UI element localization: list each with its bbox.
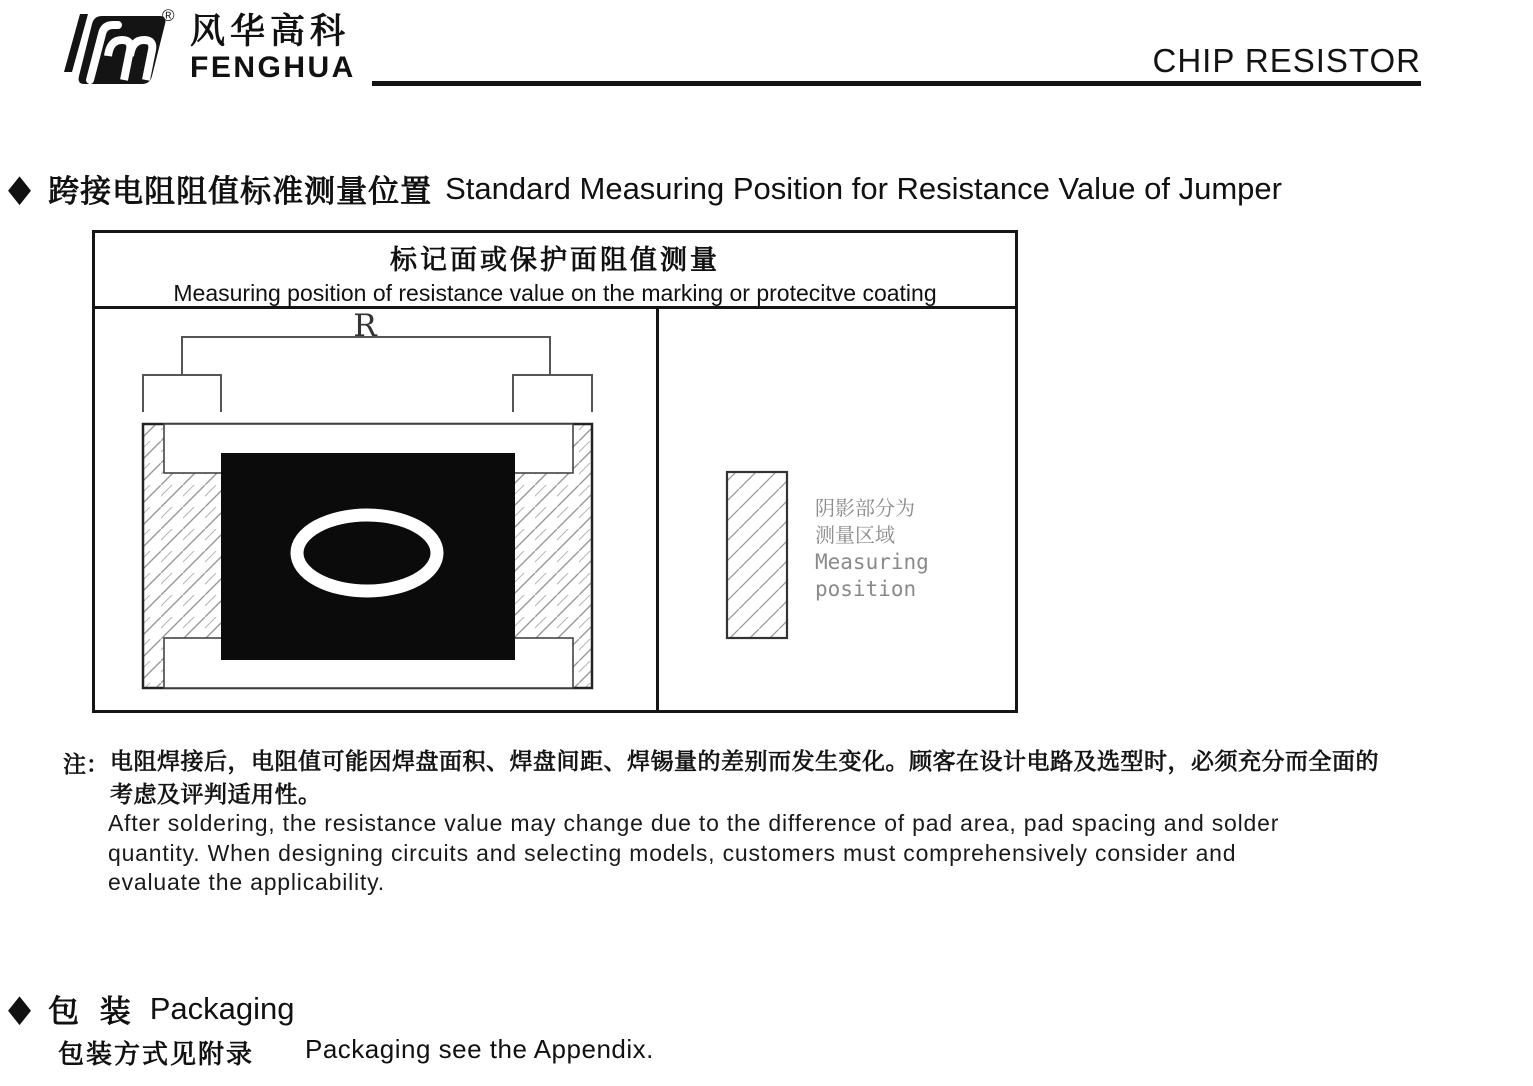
section-title-en: Standard Measuring Position for Resistance Value of Jumper — [445, 170, 1282, 206]
dimension-label-r: R — [353, 309, 377, 344]
packaging-title-cn: 包 装 — [48, 994, 137, 1029]
section-title-cn: 跨接电阻阻值标准测量位置 — [48, 174, 433, 209]
packaging-body-en: Packaging see the Appendix. — [305, 1034, 654, 1064]
section-heading-packaging — [8, 986, 294, 1031]
legend-line-4: position — [815, 577, 917, 601]
note-label: 注： — [63, 751, 109, 777]
figure-title-cn: 标记面或保护面阻值测量 — [390, 245, 720, 275]
note-cn-line-2: 考虑及评判适用性。 — [110, 781, 322, 807]
legend-line-1: 阴影部分为 — [815, 496, 915, 520]
note-en-line-2: quantity. When designing circuits and selecting models, customers must comprehensively consider and — [108, 839, 1237, 866]
legend-line-2: 测量区域 — [815, 523, 895, 547]
legend-drawing — [659, 309, 1015, 710]
left-probe-bracket — [143, 375, 221, 412]
measuring-position-figure — [92, 230, 1018, 713]
note-en-line-3: evaluate the applicability. — [108, 869, 385, 895]
hatched-measuring-area-swatch — [727, 472, 787, 638]
brand-name-cn: 风华高科 — [190, 12, 351, 51]
note-row-cn-1 — [63, 746, 1379, 779]
packaging-title-en: Packaging — [149, 990, 295, 1026]
section-heading-measuring — [8, 166, 1282, 211]
fenghua-logo — [56, 6, 168, 94]
chip-drawing-panel — [95, 309, 659, 710]
legend-line-3: Measuring — [815, 550, 929, 574]
figure-header — [95, 233, 1015, 309]
marking-coating-area — [221, 453, 515, 660]
note-block — [63, 746, 1379, 898]
chip-cross-section-drawing — [95, 309, 656, 710]
right-probe-bracket — [513, 375, 592, 412]
header-rule — [372, 81, 1421, 86]
document-title: CHIP RESISTOR — [1152, 42, 1421, 79]
figure-body — [95, 309, 1015, 710]
legend-panel — [659, 309, 1015, 710]
diamond-bullet-icon: ◆ — [8, 167, 32, 209]
figure-title-en: Measuring position of resistance value on the marking or protecitve coating — [173, 280, 937, 306]
note-en-line-1: After soldering, the resistance value may change due to the difference of pad area, pad spacing and solder — [108, 810, 1280, 836]
diamond-bullet-icon: ◆ — [8, 987, 32, 1029]
packaging-body-cn: 包装方式见附录 — [58, 1039, 255, 1069]
brand-block — [190, 14, 356, 83]
note-cn-line-1: 电阻焊接后，电阻值可能因焊盘面积、焊盘间距、焊锡量的差别而发生变化。顾客在设计电路及选型时，必须充分而全面的 — [110, 748, 1379, 774]
registered-trademark-icon: ® — [162, 6, 175, 25]
brand-name-en: FENGHUA — [190, 51, 356, 84]
